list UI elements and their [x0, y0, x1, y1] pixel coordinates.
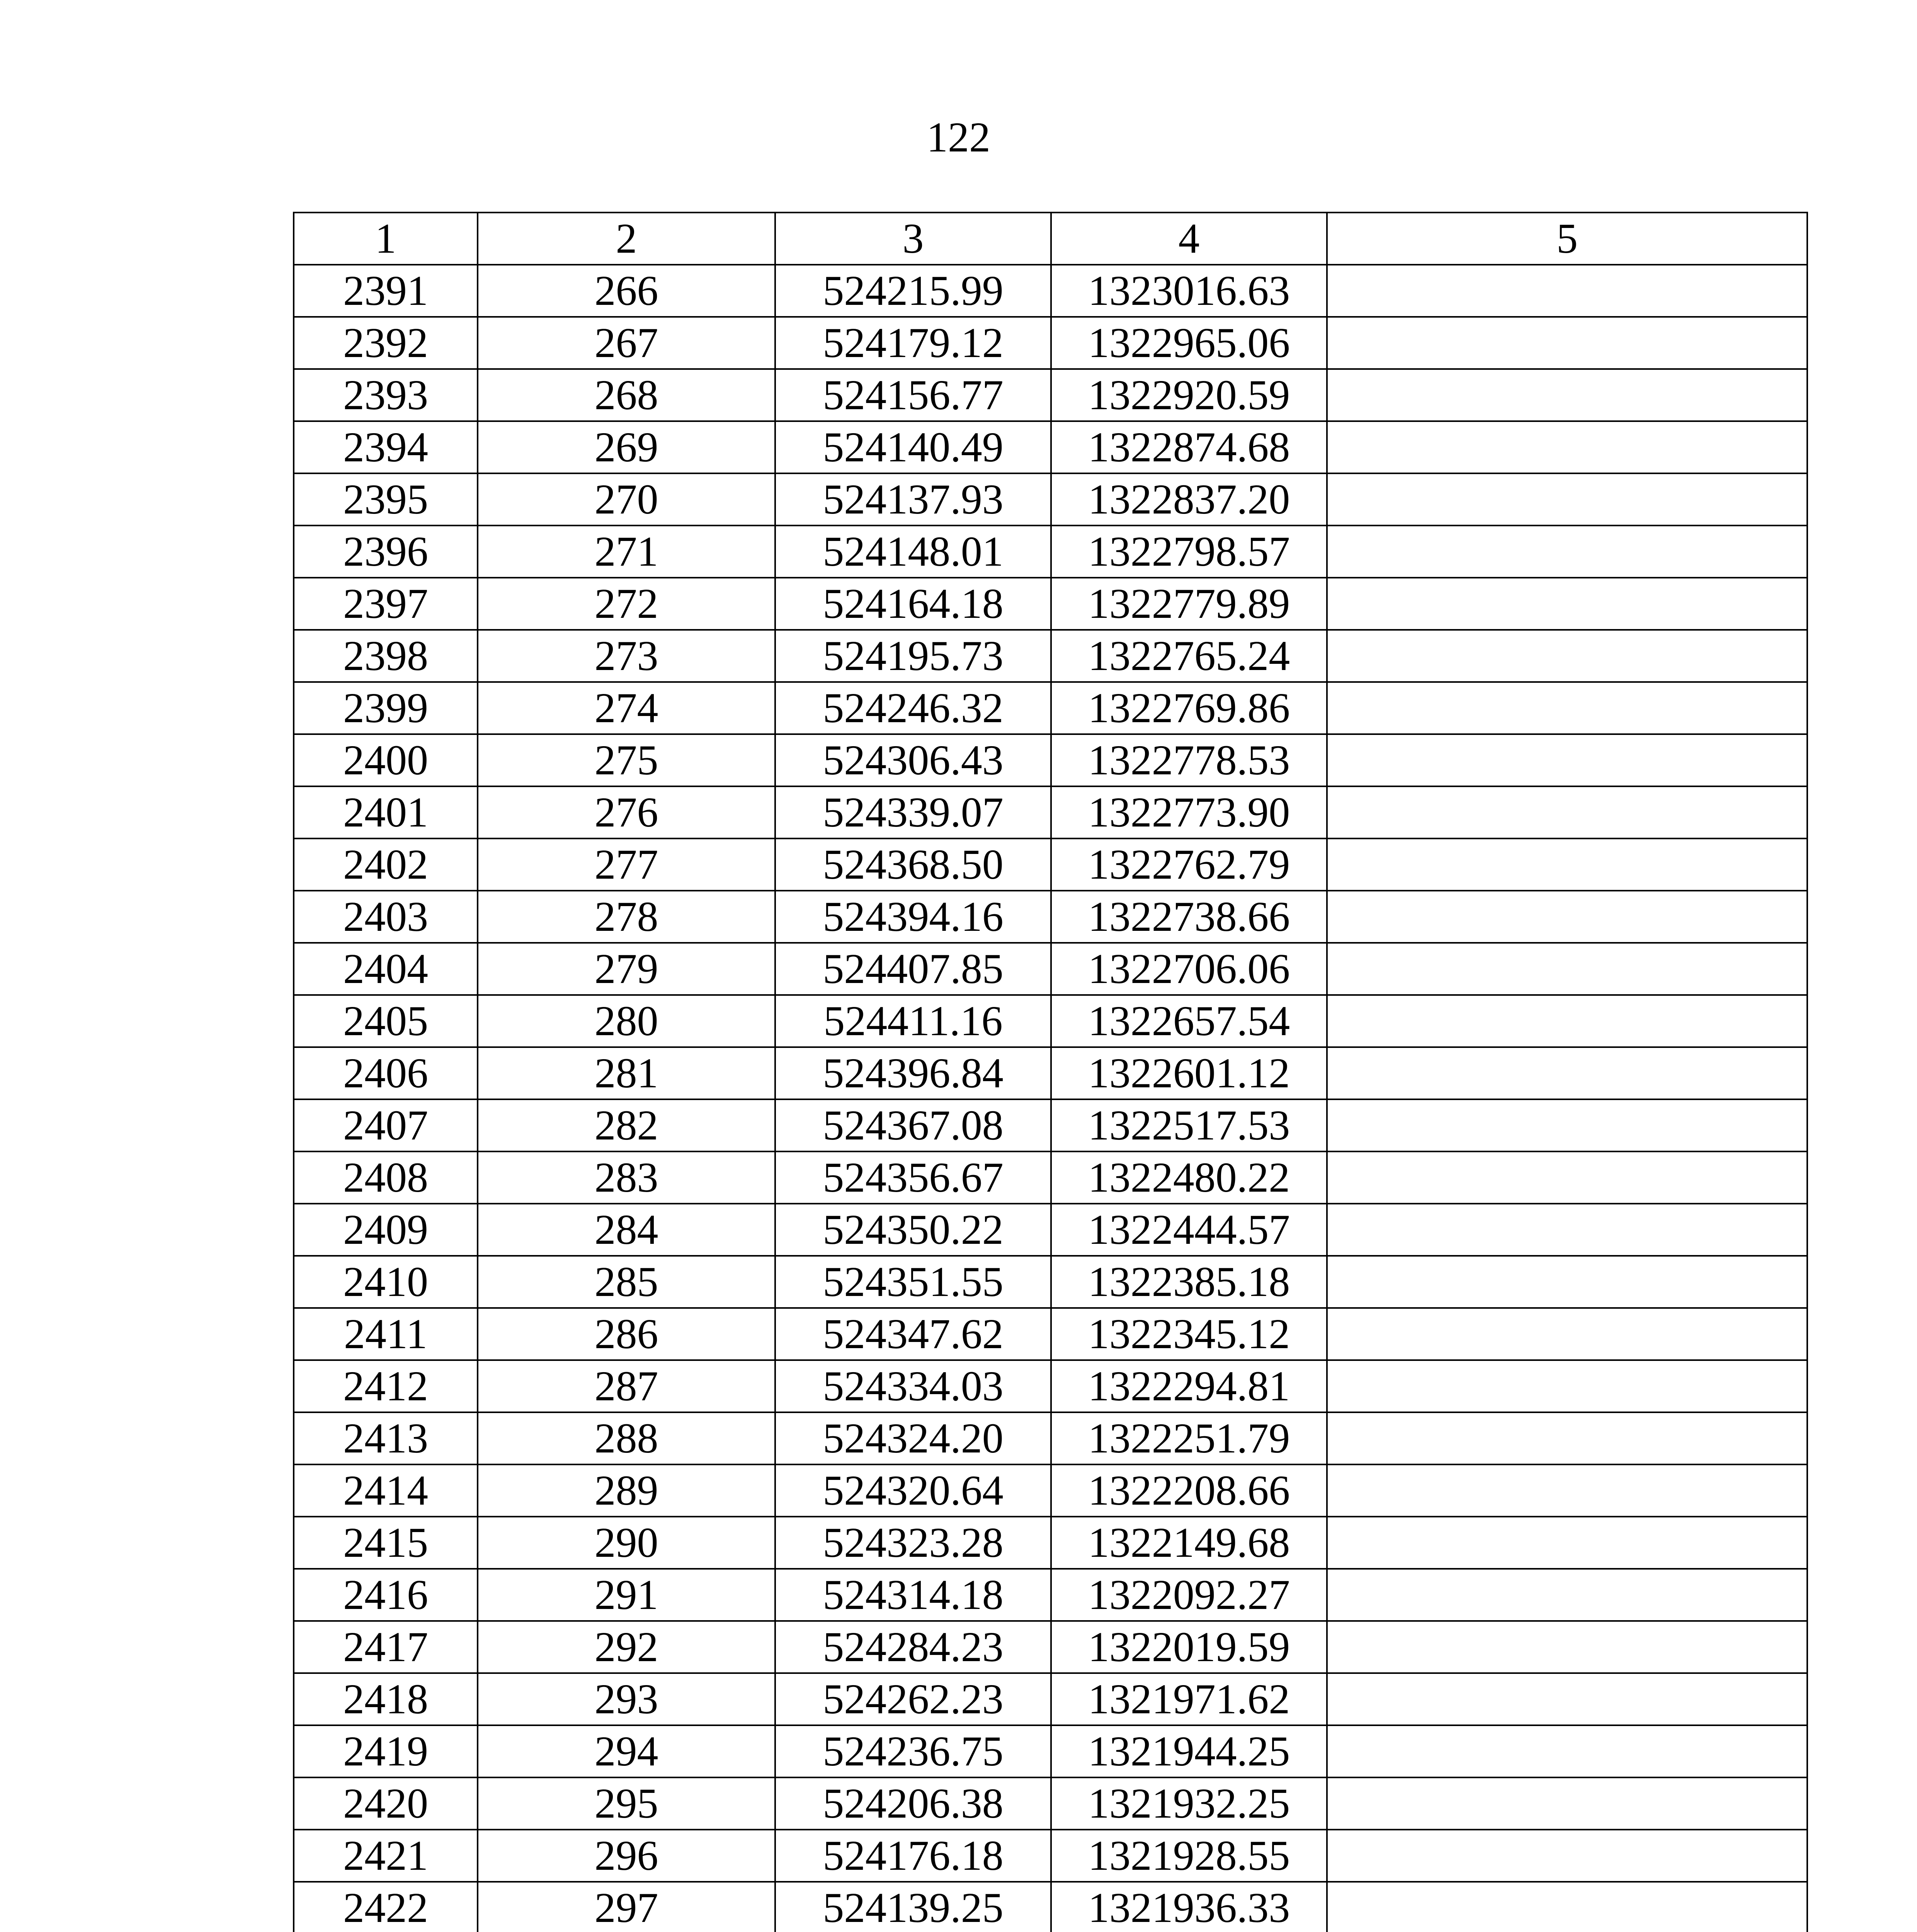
table-cell-col-4: 1322480.22 [1051, 1151, 1327, 1204]
table-cell-col-1: 2395 [294, 473, 478, 526]
table-cell-col-3: 524394.16 [775, 891, 1051, 943]
table-row [294, 1464, 1807, 1517]
table-cell-col-2: 288 [478, 1412, 775, 1464]
table-cell-col-1: 2410 [294, 1256, 478, 1308]
table-cell-col-3: 524195.73 [775, 630, 1051, 682]
table-cell-col-4: 1321928.55 [1051, 1830, 1327, 1882]
table-cell-col-1: 2391 [294, 265, 478, 317]
table-cell-col-3: 524156.77 [775, 369, 1051, 421]
table-cell-col-2: 293 [478, 1673, 775, 1725]
table-cell-col-1: 2393 [294, 369, 478, 421]
table-cell-col-2: 270 [478, 473, 775, 526]
table-cell-col-5 [1327, 1673, 1807, 1725]
column-header-3: 3 [775, 213, 1051, 265]
table-row [294, 1099, 1807, 1151]
table-cell-col-5 [1327, 1256, 1807, 1308]
table-cell-col-2: 269 [478, 421, 775, 473]
table-cell-col-4: 1322874.68 [1051, 421, 1327, 473]
table-cell-col-1: 2418 [294, 1673, 478, 1725]
table-cell-col-4: 1322920.59 [1051, 369, 1327, 421]
table-cell-col-4: 1322092.27 [1051, 1569, 1327, 1621]
table-cell-col-3: 524314.18 [775, 1569, 1051, 1621]
table-cell-col-5 [1327, 995, 1807, 1047]
table-cell-col-5 [1327, 1621, 1807, 1673]
table-cell-col-3: 524407.85 [775, 943, 1051, 995]
table-cell-col-3: 524306.43 [775, 734, 1051, 786]
table-cell-col-5 [1327, 630, 1807, 682]
table-cell-col-1: 2392 [294, 317, 478, 369]
table-cell-col-2: 294 [478, 1725, 775, 1777]
table-cell-col-1: 2402 [294, 838, 478, 891]
table-cell-col-2: 291 [478, 1569, 775, 1621]
table-row [294, 265, 1807, 317]
table-row [294, 1204, 1807, 1256]
column-header-2: 2 [478, 213, 775, 265]
table-row [294, 421, 1807, 473]
table-cell-col-5 [1327, 578, 1807, 630]
table-cell-col-2: 292 [478, 1621, 775, 1673]
table-cell-col-4: 1322385.18 [1051, 1256, 1327, 1308]
table-cell-col-5 [1327, 265, 1807, 317]
table-cell-col-2: 296 [478, 1830, 775, 1882]
table-cell-col-3: 524324.20 [775, 1412, 1051, 1464]
table-row [294, 1151, 1807, 1204]
table-cell-col-2: 282 [478, 1099, 775, 1151]
table-cell-col-3: 524137.93 [775, 473, 1051, 526]
table-cell-col-4: 1322444.57 [1051, 1204, 1327, 1256]
table-cell-col-1: 2414 [294, 1464, 478, 1517]
table-row [294, 317, 1807, 369]
table-cell-col-3: 524215.99 [775, 265, 1051, 317]
table-cell-col-2: 285 [478, 1256, 775, 1308]
table-cell-col-5 [1327, 473, 1807, 526]
table-cell-col-2: 297 [478, 1882, 775, 1932]
table-cell-col-1: 2415 [294, 1517, 478, 1569]
table-cell-col-3: 524139.25 [775, 1882, 1051, 1932]
table-cell-col-2: 281 [478, 1047, 775, 1099]
table-row [294, 1360, 1807, 1412]
table-cell-col-1: 2398 [294, 630, 478, 682]
table-cell-col-1: 2396 [294, 526, 478, 578]
table-cell-col-3: 524351.55 [775, 1256, 1051, 1308]
table-cell-col-4: 1322778.53 [1051, 734, 1327, 786]
table-cell-col-1: 2421 [294, 1830, 478, 1882]
table-row [294, 1673, 1807, 1725]
table-cell-col-5 [1327, 317, 1807, 369]
table-cell-col-2: 273 [478, 630, 775, 682]
table-cell-col-3: 524179.12 [775, 317, 1051, 369]
table-cell-col-4: 1322837.20 [1051, 473, 1327, 526]
table-cell-col-1: 2416 [294, 1569, 478, 1621]
table-cell-col-3: 524148.01 [775, 526, 1051, 578]
table-body [294, 265, 1807, 1932]
table-cell-col-5 [1327, 1725, 1807, 1777]
table-row [294, 1517, 1807, 1569]
table-cell-col-5 [1327, 1308, 1807, 1360]
table-cell-col-2: 279 [478, 943, 775, 995]
table-cell-col-4: 1322769.86 [1051, 682, 1327, 734]
table-row [294, 1725, 1807, 1777]
table-cell-col-3: 524246.32 [775, 682, 1051, 734]
table-cell-col-3: 524323.28 [775, 1517, 1051, 1569]
table-cell-col-1: 2406 [294, 1047, 478, 1099]
table-cell-col-4: 1322517.53 [1051, 1099, 1327, 1151]
table-cell-col-2: 284 [478, 1204, 775, 1256]
table-cell-col-5 [1327, 891, 1807, 943]
table-row [294, 1777, 1807, 1830]
table-cell-col-4: 1322965.06 [1051, 317, 1327, 369]
table-cell-col-3: 524396.84 [775, 1047, 1051, 1099]
table-cell-col-5 [1327, 1517, 1807, 1569]
table-cell-col-2: 290 [478, 1517, 775, 1569]
table-cell-col-4: 1322208.66 [1051, 1464, 1327, 1517]
table-cell-col-5 [1327, 1569, 1807, 1621]
table-cell-col-4: 1322657.54 [1051, 995, 1327, 1047]
table-cell-col-3: 524164.18 [775, 578, 1051, 630]
table-cell-col-3: 524356.67 [775, 1151, 1051, 1204]
table-cell-col-4: 1322738.66 [1051, 891, 1327, 943]
table-row [294, 578, 1807, 630]
table-row [294, 526, 1807, 578]
table-cell-col-5 [1327, 734, 1807, 786]
table-row [294, 1047, 1807, 1099]
table-row [294, 1308, 1807, 1360]
table-cell-col-1: 2417 [294, 1621, 478, 1673]
table-cell-col-2: 289 [478, 1464, 775, 1517]
table-cell-col-5 [1327, 682, 1807, 734]
table-cell-col-2: 295 [478, 1777, 775, 1830]
table-cell-col-1: 2413 [294, 1412, 478, 1464]
table-cell-col-3: 524347.62 [775, 1308, 1051, 1360]
table-row [294, 838, 1807, 891]
table-cell-col-5 [1327, 1882, 1807, 1932]
table-cell-col-2: 267 [478, 317, 775, 369]
table-cell-col-2: 276 [478, 786, 775, 838]
table-cell-col-1: 2422 [294, 1882, 478, 1932]
table-cell-col-1: 2397 [294, 578, 478, 630]
table-cell-col-3: 524367.08 [775, 1099, 1051, 1151]
table-cell-col-4: 1322798.57 [1051, 526, 1327, 578]
table-row [294, 1882, 1807, 1932]
table-cell-col-4: 1322706.06 [1051, 943, 1327, 995]
table-row [294, 1256, 1807, 1308]
table-cell-col-4: 1322773.90 [1051, 786, 1327, 838]
table-row [294, 786, 1807, 838]
table-cell-col-3: 524320.64 [775, 1464, 1051, 1517]
table-cell-col-1: 2407 [294, 1099, 478, 1151]
table-cell-col-4: 1322762.79 [1051, 838, 1327, 891]
table-row [294, 630, 1807, 682]
table-cell-col-4: 1322294.81 [1051, 1360, 1327, 1412]
table-cell-col-5 [1327, 369, 1807, 421]
table-row [294, 943, 1807, 995]
table-cell-col-1: 2401 [294, 786, 478, 838]
table-cell-col-1: 2399 [294, 682, 478, 734]
table-cell-col-3: 524368.50 [775, 838, 1051, 891]
table-row [294, 1569, 1807, 1621]
table-cell-col-5 [1327, 943, 1807, 995]
table-cell-col-5 [1327, 1830, 1807, 1882]
table-cell-col-5 [1327, 1464, 1807, 1517]
table-cell-col-3: 524334.03 [775, 1360, 1051, 1412]
table-cell-col-1: 2403 [294, 891, 478, 943]
table-cell-col-1: 2408 [294, 1151, 478, 1204]
table-cell-col-3: 524206.38 [775, 1777, 1051, 1830]
table-cell-col-2: 271 [478, 526, 775, 578]
table-cell-col-2: 268 [478, 369, 775, 421]
table-cell-col-2: 274 [478, 682, 775, 734]
table-cell-col-2: 277 [478, 838, 775, 891]
table-cell-col-3: 524262.23 [775, 1673, 1051, 1725]
table-cell-col-2: 287 [478, 1360, 775, 1412]
table-row [294, 995, 1807, 1047]
table-cell-col-1: 2420 [294, 1777, 478, 1830]
table-row [294, 682, 1807, 734]
column-header-5: 5 [1327, 213, 1807, 265]
table-row [294, 369, 1807, 421]
table-cell-col-5 [1327, 786, 1807, 838]
table-header-row [294, 213, 1807, 265]
table-cell-col-2: 283 [478, 1151, 775, 1204]
table-cell-col-1: 2394 [294, 421, 478, 473]
table-cell-col-5 [1327, 1151, 1807, 1204]
table-cell-col-4: 1322149.68 [1051, 1517, 1327, 1569]
table-cell-col-3: 524284.23 [775, 1621, 1051, 1673]
coordinates-table [293, 212, 1808, 1932]
table-cell-col-4: 1322601.12 [1051, 1047, 1327, 1099]
table-cell-col-4: 1323016.63 [1051, 265, 1327, 317]
table-row [294, 1621, 1807, 1673]
table-cell-col-3: 524176.18 [775, 1830, 1051, 1882]
table-cell-col-1: 2419 [294, 1725, 478, 1777]
table-cell-col-4: 1321932.25 [1051, 1777, 1327, 1830]
table-cell-col-2: 266 [478, 265, 775, 317]
table-row [294, 1412, 1807, 1464]
table-cell-col-1: 2400 [294, 734, 478, 786]
table-cell-col-4: 1321936.33 [1051, 1882, 1327, 1932]
table-row [294, 473, 1807, 526]
table-cell-col-3: 524350.22 [775, 1204, 1051, 1256]
table-cell-col-5 [1327, 526, 1807, 578]
table-cell-col-3: 524236.75 [775, 1725, 1051, 1777]
table-cell-col-4: 1322251.79 [1051, 1412, 1327, 1464]
table-row [294, 734, 1807, 786]
table-cell-col-1: 2404 [294, 943, 478, 995]
table-cell-col-4: 1321971.62 [1051, 1673, 1327, 1725]
table-cell-col-2: 278 [478, 891, 775, 943]
table-cell-col-2: 272 [478, 578, 775, 630]
table-cell-col-5 [1327, 1777, 1807, 1830]
table-cell-col-3: 524140.49 [775, 421, 1051, 473]
table-cell-col-5 [1327, 1047, 1807, 1099]
table-cell-col-5 [1327, 1360, 1807, 1412]
table-cell-col-1: 2412 [294, 1360, 478, 1412]
table-cell-col-5 [1327, 1099, 1807, 1151]
page-number: 122 [927, 114, 990, 161]
table-row [294, 1830, 1807, 1882]
table-cell-col-4: 1322345.12 [1051, 1308, 1327, 1360]
table-row [294, 891, 1807, 943]
table-cell-col-5 [1327, 1204, 1807, 1256]
table-cell-col-1: 2409 [294, 1204, 478, 1256]
column-header-4: 4 [1051, 213, 1327, 265]
table-cell-col-3: 524411.16 [775, 995, 1051, 1047]
table-cell-col-4: 1321944.25 [1051, 1725, 1327, 1777]
table-cell-col-3: 524339.07 [775, 786, 1051, 838]
table-cell-col-4: 1322765.24 [1051, 630, 1327, 682]
table-cell-col-4: 1322019.59 [1051, 1621, 1327, 1673]
table-cell-col-2: 286 [478, 1308, 775, 1360]
table-cell-col-5 [1327, 838, 1807, 891]
column-header-1: 1 [294, 213, 478, 265]
table-cell-col-2: 275 [478, 734, 775, 786]
table-cell-col-1: 2411 [294, 1308, 478, 1360]
table-cell-col-5 [1327, 421, 1807, 473]
table-cell-col-2: 280 [478, 995, 775, 1047]
table-cell-col-1: 2405 [294, 995, 478, 1047]
table-cell-col-5 [1327, 1412, 1807, 1464]
table-cell-col-4: 1322779.89 [1051, 578, 1327, 630]
